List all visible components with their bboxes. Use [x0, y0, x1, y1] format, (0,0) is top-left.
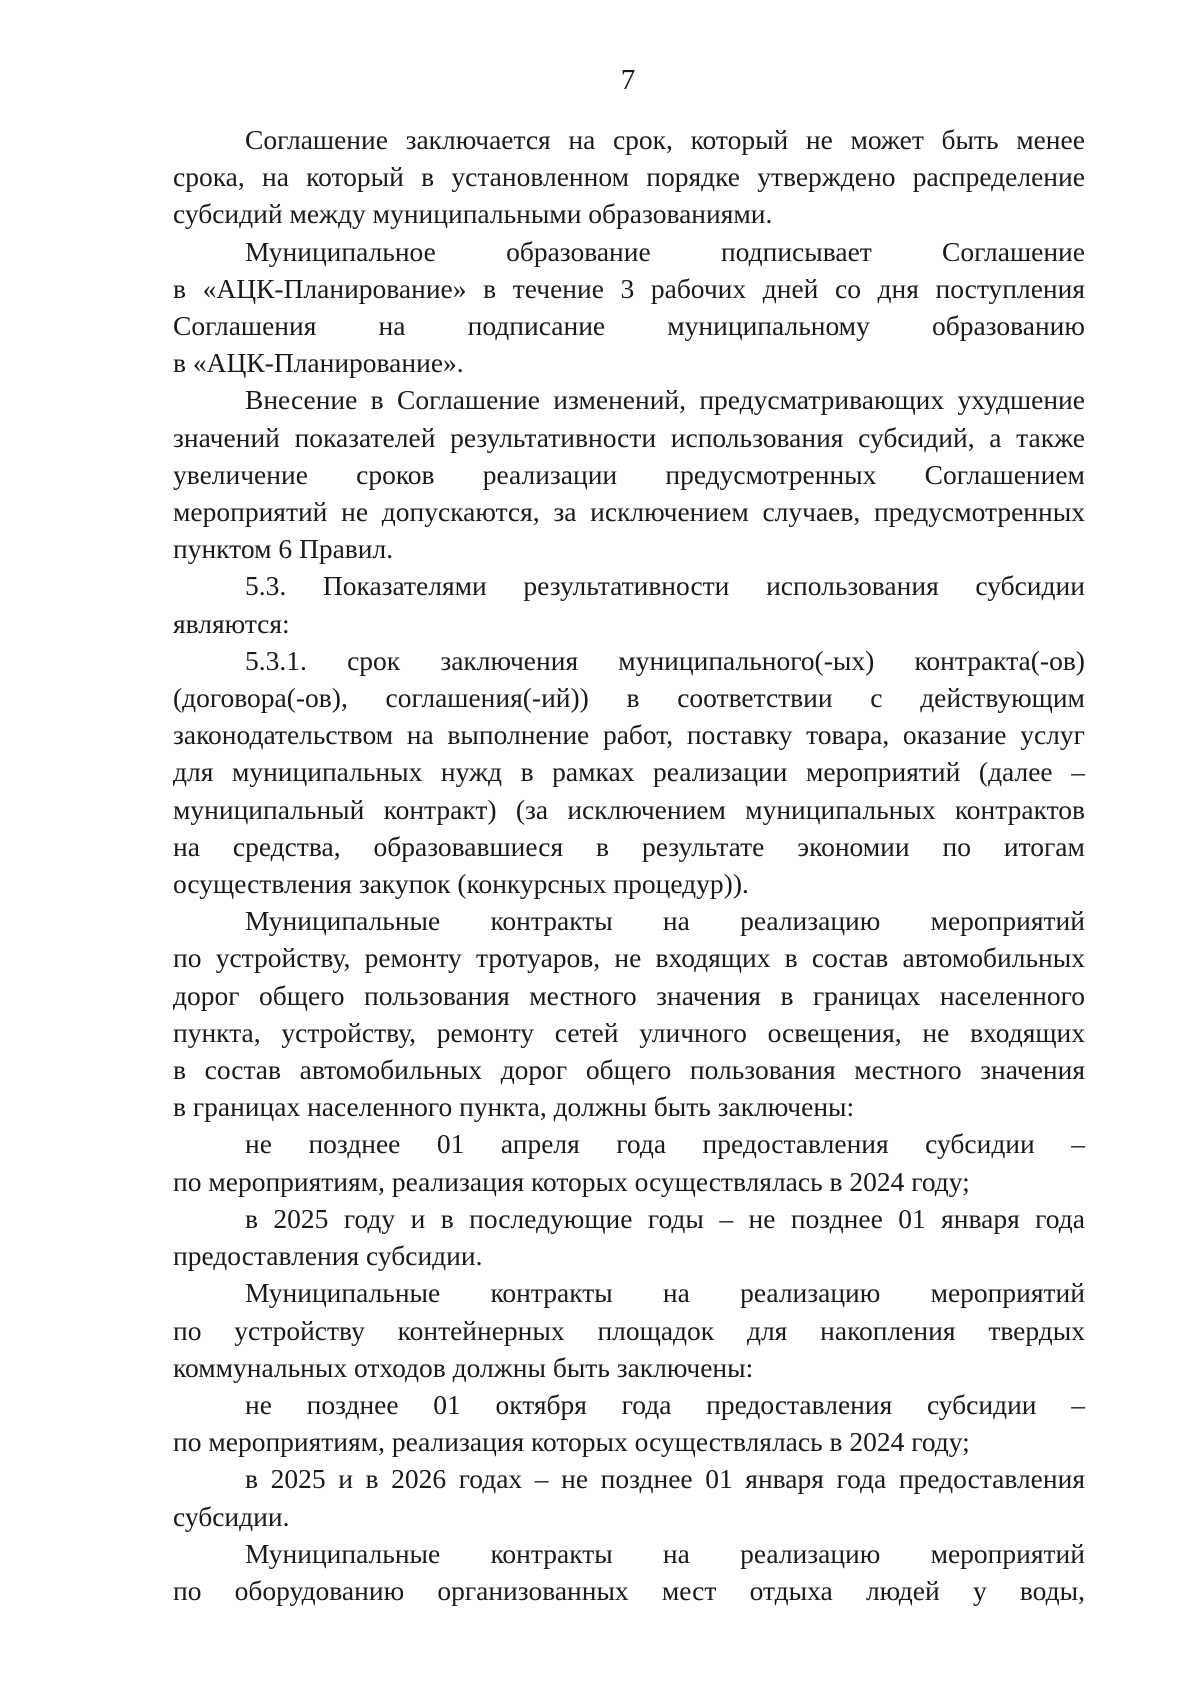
word: в: [520, 756, 534, 788]
word: реализацию: [740, 1277, 881, 1309]
page-number: 7: [620, 64, 636, 96]
word: общего: [259, 979, 345, 1011]
word: использования: [670, 421, 844, 453]
word: увеличение: [173, 458, 308, 490]
word: октября: [495, 1388, 587, 1420]
word: контрактов: [954, 793, 1085, 825]
text-line: [173, 121, 1085, 158]
word: в: [784, 942, 798, 974]
word: может: [850, 124, 924, 155]
word: не: [245, 1128, 272, 1160]
word: –: [1071, 1128, 1085, 1160]
word: января: [745, 1463, 824, 1495]
word: 01: [898, 1202, 926, 1234]
paragraph-deadline-april: [173, 1125, 1085, 1199]
text-line: [173, 1386, 1085, 1423]
word: рабочих: [650, 272, 747, 304]
word: местного: [529, 979, 637, 1011]
text-line: по мероприятиям, реализация которых осуществлялась в 2024 году;: [173, 1165, 970, 1197]
text-line: [173, 1274, 1085, 1311]
word: изменений,: [553, 384, 687, 416]
word: для: [746, 1314, 788, 1346]
word: образованию: [931, 310, 1085, 342]
word: муниципальных: [745, 793, 936, 825]
word: Соглашения: [173, 310, 317, 342]
text-line: [173, 1535, 1085, 1572]
word: и: [410, 1202, 426, 1234]
word: по: [173, 942, 202, 974]
word: в: [421, 161, 435, 193]
word: соответствии: [677, 682, 833, 714]
word: ремонту: [364, 942, 462, 974]
text-line: [173, 381, 1085, 418]
word: площадок: [597, 1314, 715, 1346]
word: течение: [512, 272, 604, 304]
word: подписывает: [720, 235, 872, 267]
word: не: [245, 1388, 272, 1420]
word: контракта(-ов): [914, 644, 1085, 676]
word: контракты: [490, 1277, 613, 1309]
word: установленном: [451, 161, 629, 193]
word: итогам: [1003, 830, 1085, 862]
text-line: [173, 233, 1085, 270]
word: Соглашением: [924, 458, 1085, 490]
word: местного: [854, 1054, 962, 1086]
word: дня: [877, 272, 919, 304]
document-body: [173, 121, 1085, 1609]
word: позднее: [600, 1463, 693, 1495]
paragraph-section-5-3-1: [173, 642, 1085, 902]
word: 2026: [391, 1463, 447, 1495]
word: а: [989, 421, 1002, 453]
paragraph-deadline-october: [173, 1386, 1085, 1460]
text-line: [173, 1051, 1085, 1088]
text-line: [173, 158, 1085, 195]
text-line: [173, 419, 1085, 456]
word: января: [941, 1202, 1020, 1234]
word: реализацию: [740, 905, 881, 937]
word: состав: [811, 942, 889, 974]
text-line: [173, 753, 1085, 790]
word: году: [343, 1202, 396, 1234]
word: 3: [620, 272, 635, 304]
word: рамках: [552, 756, 635, 788]
word: значений: [173, 421, 280, 453]
word: пользования: [364, 979, 510, 1011]
word: 2025: [270, 1463, 326, 1495]
word: в: [483, 272, 497, 304]
word: мероприятий: [930, 1537, 1085, 1569]
word: автомобильных: [299, 1054, 483, 1086]
word: Муниципальные: [245, 905, 441, 937]
word: который: [306, 161, 404, 193]
word: последующие: [469, 1202, 633, 1234]
word: на: [378, 310, 406, 342]
word: не: [561, 1463, 589, 1495]
word: результативности: [523, 570, 730, 602]
word: года: [1035, 1202, 1085, 1234]
word: сроков: [356, 458, 435, 490]
word: предоставления: [898, 1463, 1085, 1495]
word: муниципальному: [667, 310, 870, 342]
word: пункта,: [173, 1016, 261, 1048]
word: мероприятий: [930, 905, 1085, 937]
word: распределение: [912, 161, 1085, 193]
word: населенного: [939, 979, 1085, 1011]
word: значения: [980, 1054, 1085, 1086]
word: срока,: [173, 161, 245, 193]
word: соглашения(-ий)): [385, 682, 589, 714]
word: (далее: [978, 756, 1053, 788]
word: предусмотренных: [873, 496, 1085, 528]
word: 2025: [273, 1202, 329, 1234]
word: в: [780, 979, 794, 1011]
word: оборудованию: [234, 1574, 405, 1606]
word: Соглашение: [942, 235, 1085, 267]
paragraph-deadline-2025-january: [173, 1200, 1085, 1274]
word: для: [173, 756, 214, 788]
text-line: предоставления субсидии.: [173, 1240, 483, 1272]
paragraph-amendments: [173, 381, 1085, 567]
text-line: [173, 828, 1085, 865]
word: по: [173, 1574, 202, 1606]
word: мест: [661, 1574, 717, 1606]
word: муниципальных: [231, 756, 423, 788]
word: субсидии: [926, 1388, 1037, 1420]
word: входящих: [655, 942, 771, 974]
word: случаев,: [762, 496, 861, 528]
word: устройству,: [215, 942, 351, 974]
word: 01: [705, 1463, 733, 1495]
word: отдыха: [749, 1574, 833, 1606]
word: не: [748, 1202, 776, 1234]
word: не: [341, 496, 369, 528]
text-line: [173, 1572, 1085, 1609]
paragraph-agreement-term: [173, 121, 1085, 233]
text-line: [173, 1125, 1085, 1162]
word: утверждено: [757, 161, 896, 193]
word: поступления: [935, 272, 1085, 304]
word: за: [553, 496, 577, 528]
word: который: [690, 124, 789, 155]
word: Соглашение: [245, 124, 388, 155]
paragraph-signing: [173, 233, 1085, 382]
word: автомобильных: [902, 942, 1085, 974]
text-line: [173, 567, 1085, 604]
word: допускаются,: [381, 496, 540, 528]
word: контракты: [490, 1537, 613, 1569]
word: пользования: [689, 1054, 836, 1086]
word: твердых: [988, 1314, 1085, 1346]
word: общего: [585, 1054, 672, 1086]
word: контракт): [383, 793, 497, 825]
text-line: [173, 456, 1085, 493]
word: на: [662, 1277, 690, 1309]
word: субсидии: [925, 1128, 1035, 1160]
word: дорог: [173, 979, 240, 1011]
word: с: [870, 682, 883, 714]
word: 5.3.: [245, 570, 287, 602]
word: нужд: [440, 756, 503, 788]
word: года: [616, 1128, 667, 1160]
text-line: [173, 1312, 1085, 1349]
word: 01: [436, 1128, 465, 1160]
word: у: [972, 1574, 987, 1606]
word: на: [173, 830, 200, 862]
word: года: [621, 1388, 672, 1420]
word: также: [1016, 421, 1085, 453]
word: состав: [204, 1054, 281, 1086]
word: законодательством: [173, 719, 394, 751]
word: срок: [347, 644, 401, 676]
word: организованных: [437, 1574, 629, 1606]
text-line: [173, 1460, 1085, 1497]
paragraph-sidewalk-contracts: [173, 902, 1085, 1125]
paragraph-section-5-3: [173, 567, 1085, 641]
word: накопления: [820, 1314, 956, 1346]
word: тротуаров,: [476, 942, 601, 974]
paragraph-deadline-2025-2026: [173, 1460, 1085, 1534]
word: Муниципальные: [245, 1537, 441, 1569]
word: позднее: [308, 1128, 401, 1160]
word: контракты: [490, 905, 613, 937]
word: на: [662, 1537, 690, 1569]
text-line: [173, 939, 1085, 976]
word: мероприятий: [805, 756, 961, 788]
word: не: [805, 124, 833, 155]
word: Муниципальные: [245, 1277, 441, 1309]
text-line: [173, 493, 1085, 530]
word: Внесение: [245, 384, 358, 416]
word: освещения,: [767, 1016, 902, 1048]
text-line: в границах населенного пункта, должны быть заключены:: [173, 1091, 855, 1123]
word: на: [406, 719, 434, 751]
text-line: пунктом 6 Правил.: [173, 533, 394, 565]
word: дней: [762, 272, 819, 304]
word: в: [245, 1463, 258, 1495]
word: –: [534, 1463, 549, 1495]
word: исключением: [590, 496, 749, 528]
word: апреля: [500, 1128, 580, 1160]
text-line: [173, 307, 1085, 344]
word: подписание: [467, 310, 606, 342]
word: в: [370, 384, 384, 416]
word: годах: [458, 1463, 523, 1495]
word: по: [173, 1314, 202, 1346]
word: менее: [1016, 124, 1085, 155]
word: товара,: [806, 719, 890, 751]
word: порядке: [646, 161, 740, 193]
word: использования: [766, 570, 939, 602]
text-line: [173, 977, 1085, 1014]
word: ремонту: [436, 1016, 535, 1048]
word: в: [173, 1054, 186, 1086]
word: быть: [941, 124, 999, 155]
paragraph-container-sites-contracts: [173, 1274, 1085, 1386]
text-line: коммунальных отходов должны быть заключены:: [173, 1351, 754, 1383]
word: мероприятий: [930, 1277, 1085, 1309]
word: средства,: [232, 830, 341, 862]
word: предусмотренных: [665, 458, 877, 490]
word: –: [1071, 1388, 1085, 1420]
word: 01: [433, 1388, 461, 1420]
word: в: [626, 682, 640, 714]
word: (за: [515, 793, 549, 825]
paragraph-recreation-areas-contracts: [173, 1535, 1085, 1609]
word: субсидии: [975, 570, 1085, 602]
word: людей: [865, 1574, 940, 1606]
word: образовавшиеся: [373, 830, 564, 862]
text-line: [173, 716, 1085, 753]
word: субсидий,: [858, 421, 975, 453]
word: Показателями: [322, 570, 487, 602]
word: оказание: [902, 719, 1007, 751]
text-line: [173, 791, 1085, 828]
word: со: [834, 272, 861, 304]
word: действующим: [920, 682, 1085, 714]
word: «АЦК-Планирование»: [202, 272, 467, 304]
word: устройству: [234, 1314, 365, 1346]
word: границах: [812, 979, 921, 1011]
word: работ,: [602, 719, 674, 751]
text-line: [173, 902, 1085, 939]
text-line: по мероприятиям, реализация которых осуществлялась в 2024 году;: [173, 1426, 970, 1458]
word: значения: [656, 979, 761, 1011]
word: на: [568, 124, 596, 155]
word: не: [922, 1016, 950, 1048]
word: муниципального(-ых): [618, 644, 875, 676]
word: реализации: [482, 458, 618, 490]
word: года: [836, 1463, 887, 1495]
word: (договора(-ов),: [173, 682, 348, 714]
text-line: в «АЦК-Планирование».: [173, 347, 464, 379]
word: срок,: [612, 124, 673, 155]
word: в: [173, 272, 186, 304]
text-line: [173, 270, 1085, 307]
word: образование: [506, 235, 651, 267]
word: поставку: [686, 719, 793, 751]
word: заключения: [440, 644, 579, 676]
word: в: [440, 1202, 454, 1234]
word: позднее: [306, 1388, 399, 1420]
word: предусматривающих: [699, 384, 945, 416]
word: в: [245, 1202, 258, 1234]
word: уличного: [639, 1016, 747, 1048]
word: воды,: [1019, 1574, 1085, 1606]
word: контейнерных: [397, 1314, 565, 1346]
word: результативности: [450, 421, 657, 453]
word: предоставления: [702, 1128, 889, 1160]
word: по: [942, 830, 971, 862]
word: на: [261, 161, 289, 193]
text-line: [173, 679, 1085, 716]
word: муниципальный: [173, 793, 365, 825]
word: позднее: [790, 1202, 883, 1234]
text-line: осуществления закупок (конкурсных процедур)).: [173, 868, 749, 900]
word: в: [596, 830, 610, 862]
word: в: [365, 1463, 379, 1495]
word: годы: [647, 1202, 704, 1234]
word: мероприятий: [173, 496, 328, 528]
word: 5.3.1.: [245, 644, 307, 676]
word: сетей: [554, 1016, 619, 1048]
word: –: [1071, 756, 1085, 788]
word: заключается: [405, 124, 551, 155]
word: результате: [641, 830, 765, 862]
text-line: [173, 642, 1085, 679]
text-line: являются:: [173, 607, 290, 639]
word: реализации: [652, 756, 788, 788]
word: услуг: [1020, 719, 1085, 751]
word: ухудшение: [957, 384, 1085, 416]
word: устройству,: [281, 1016, 417, 1048]
word: предоставления: [706, 1388, 893, 1420]
text-line: субсидии.: [173, 1500, 290, 1532]
text-line: [173, 1014, 1085, 1051]
word: исключением: [567, 793, 726, 825]
word: Муниципальное: [245, 235, 436, 267]
word: Соглашение: [397, 384, 540, 416]
word: –: [719, 1202, 734, 1234]
word: и: [338, 1463, 353, 1495]
word: входящих: [970, 1016, 1085, 1048]
word: выполнение: [447, 719, 590, 751]
word: на: [662, 905, 690, 937]
text-line: субсидий между муниципальными образованиями.: [173, 198, 773, 230]
text-line: [173, 1200, 1085, 1237]
word: дорог: [500, 1054, 568, 1086]
word: не: [614, 942, 642, 974]
word: реализацию: [740, 1537, 881, 1569]
word: экономии: [797, 830, 910, 862]
word: показателей: [294, 421, 436, 453]
